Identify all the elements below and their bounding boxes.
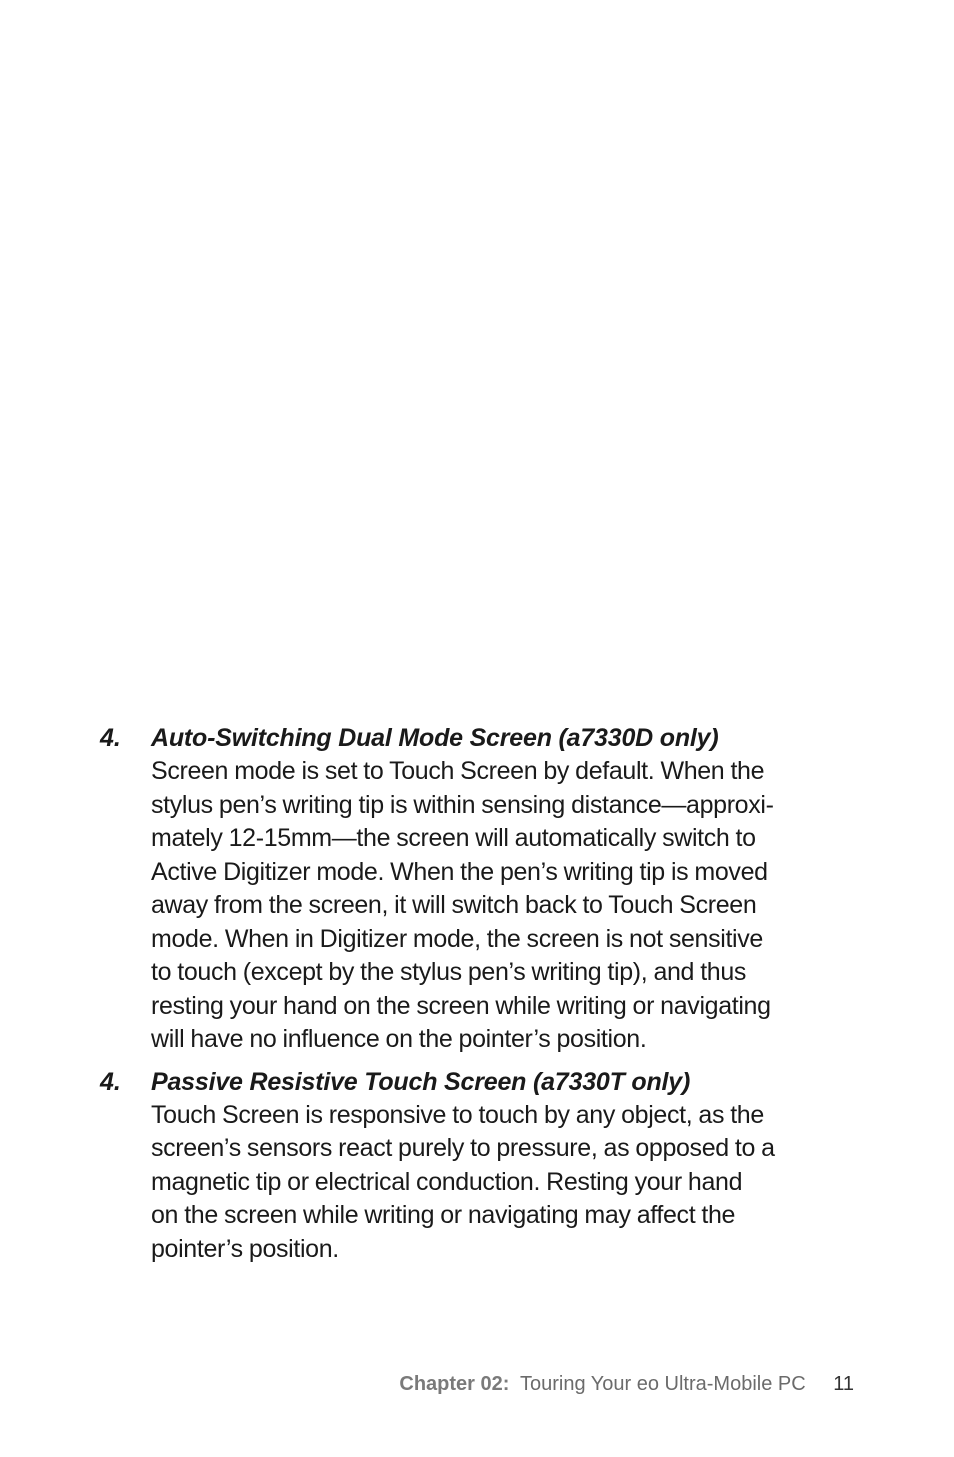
item-body: Screen mode is set to Touch Screen by default. When the stylus pen’s writing tip is within sensing distance—approxi- mately 12-15mm—the screen will automatically switch to Active Digitizer mode. When the pen’s writing tip is moved away from the screen, it will switch back to Touch Screen mode. When in Digitizer mode, the screen is not sensitive to touch (except by the stylus pen’s writing tip), and thus resting your hand on the screen while writing or navigating will have no influence on the pointer’s position. (151, 757, 774, 1053)
item-number: 4. (100, 724, 121, 752)
page-footer (399, 1371, 854, 1397)
page-number: 11 (833, 1373, 854, 1395)
document-content (100, 721, 860, 1274)
item-body: Touch Screen is responsive to touch by any object, as the screen’s sensors react purely to pressure, as opposed to a magnetic tip or electrical conduction. Resting your hand on the screen while writing or navigating may affect the pointer’s position. (151, 1100, 775, 1263)
footer-chapter-title: Touring Your eo Ultra-Mobile PC (519, 1373, 806, 1395)
list-item (100, 1065, 860, 1267)
footer-chapter-label: Chapter 02: (399, 1373, 510, 1395)
item-title: Passive Resistive Touch Screen (a7330T only) (151, 1067, 691, 1096)
item-number: 4. (100, 1067, 121, 1096)
list-item (100, 721, 860, 1057)
item-title: Auto-Switching Dual Mode Screen (a7330D only) (151, 724, 719, 752)
